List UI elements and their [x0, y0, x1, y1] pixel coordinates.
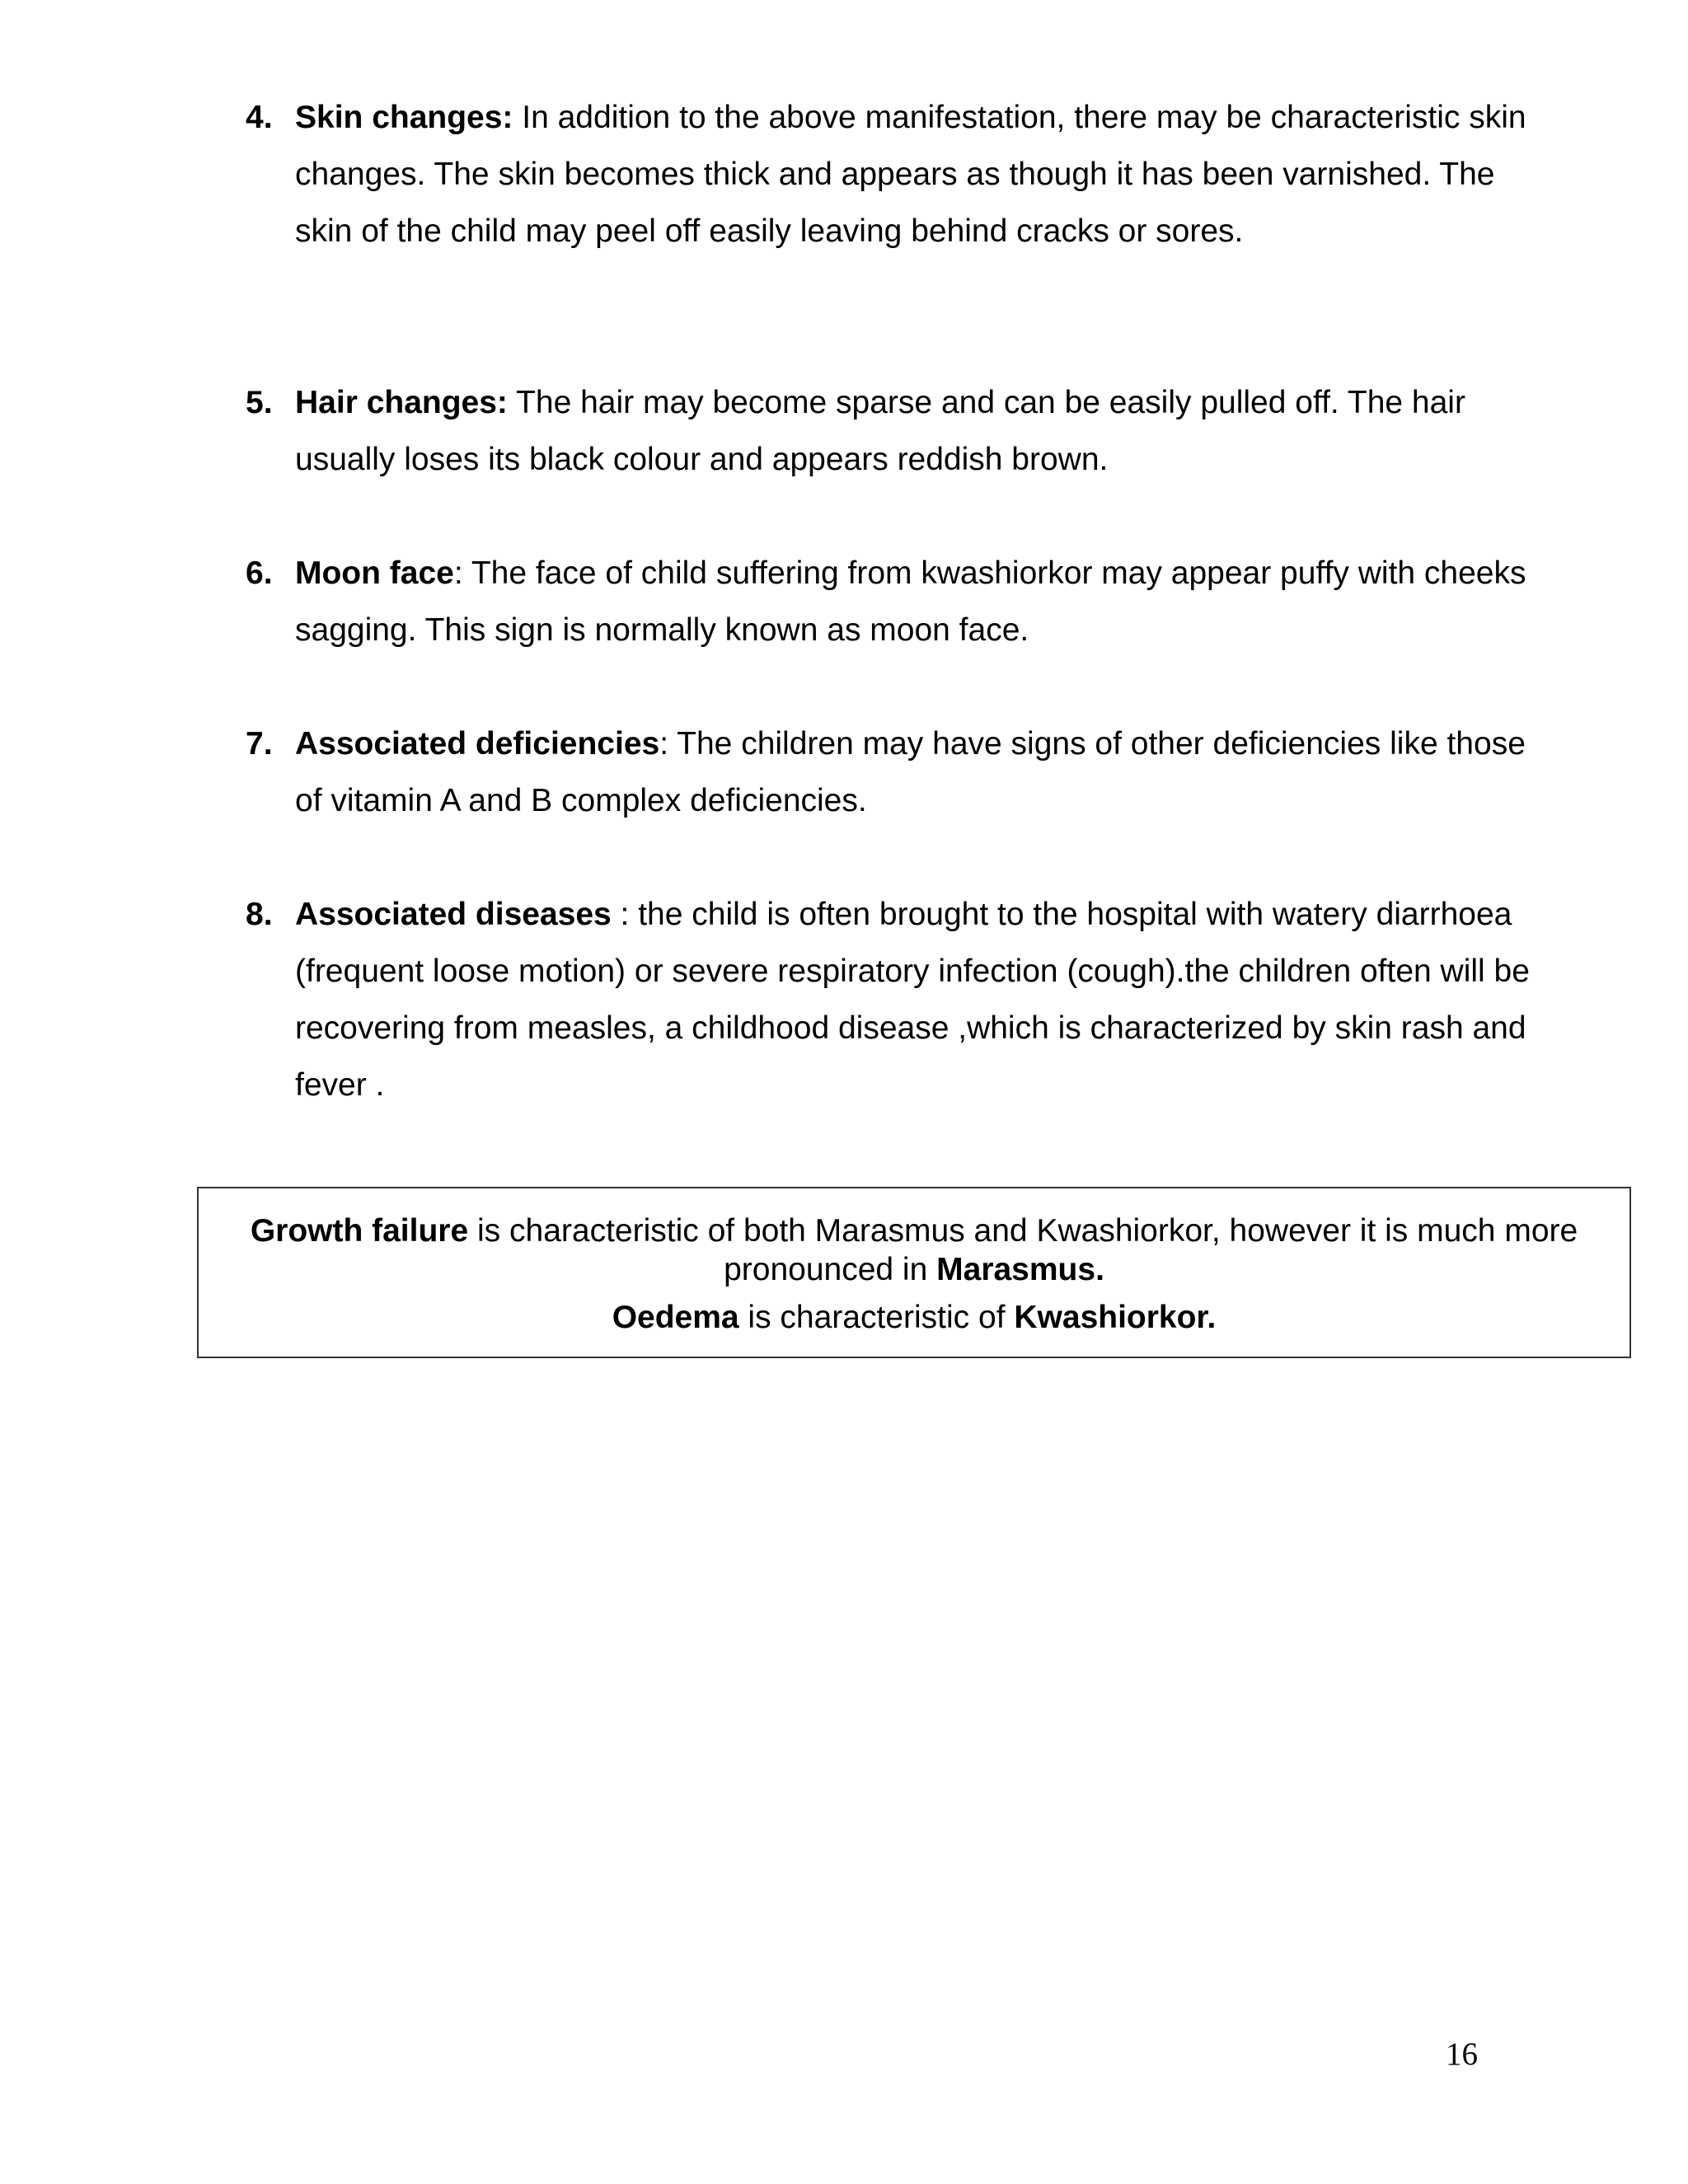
list-item-body — [295, 886, 1531, 1113]
list-item-term: Skin changes: — [295, 100, 513, 135]
note-term-kwashiorkor: Kwashiorkor. — [1014, 1300, 1217, 1335]
list-item-number: 5. — [246, 385, 273, 420]
list-item-term: Associated deficiencies — [295, 726, 660, 762]
list-item-text: The hair may become sparse and can be easily pulled off. The hair usually loses its black colour and appears reddish brown. — [295, 385, 1465, 477]
list-item-body — [295, 374, 1531, 488]
summary-note-box — [197, 1187, 1631, 1358]
list-item-moon-face — [246, 545, 1531, 658]
list-item-body — [295, 715, 1531, 829]
list-item-text: : The face of child suffering from kwashiorkor may appear puffy with cheeks sagging. This sign is normally known as moon face. — [295, 555, 1526, 648]
note-text: is characteristic of — [738, 1300, 1015, 1335]
note-oedema — [199, 1298, 1629, 1337]
list-item-body — [295, 89, 1531, 260]
note-term-growth-failure: Growth failure — [250, 1213, 469, 1249]
note-term-oedema: Oedema — [612, 1300, 739, 1335]
list-item-term: Associated diseases — [295, 897, 612, 932]
list-item-number: 6. — [246, 555, 273, 591]
list-item-text: : the child is often brought to the hospital with watery diarrhoea (frequent loose motion) or severe respiratory infection (cough).the children often will be recovering from measles, a childhood disease ,which is characterized by skin rash and fever . — [295, 897, 1530, 1103]
list-item-skin-changes — [246, 89, 1531, 260]
list-item-associated-deficiencies — [246, 715, 1531, 829]
list-item-hair-changes — [246, 374, 1531, 488]
page-number: 16 — [1446, 2036, 1478, 2072]
list-item-term: Moon face — [295, 555, 454, 591]
list-item-text: : The children may have signs of other deficiencies like those of vitamin A and B complex deficiencies. — [295, 726, 1526, 818]
note-term-marasmus: Marasmus. — [936, 1252, 1104, 1287]
list-item-associated-diseases — [246, 886, 1531, 1113]
list-item-text: In addition to the above manifestation, there may be characteristic skin changes. The skin becomes thick and appears as though it has been varnished. The skin of the child may peel off easily leaving behind cracks or sores. — [295, 100, 1526, 249]
list-item-body — [295, 545, 1531, 658]
list-item-number: 4. — [246, 100, 273, 135]
list-item-number: 7. — [246, 726, 273, 762]
list-item-term: Hair changes: — [295, 385, 508, 420]
note-text: is characteristic of both Marasmus and Kwashiorkor, however it is much more pronounced in — [468, 1213, 1578, 1287]
list-item-number: 8. — [246, 897, 273, 932]
note-growth-failure — [199, 1212, 1629, 1289]
